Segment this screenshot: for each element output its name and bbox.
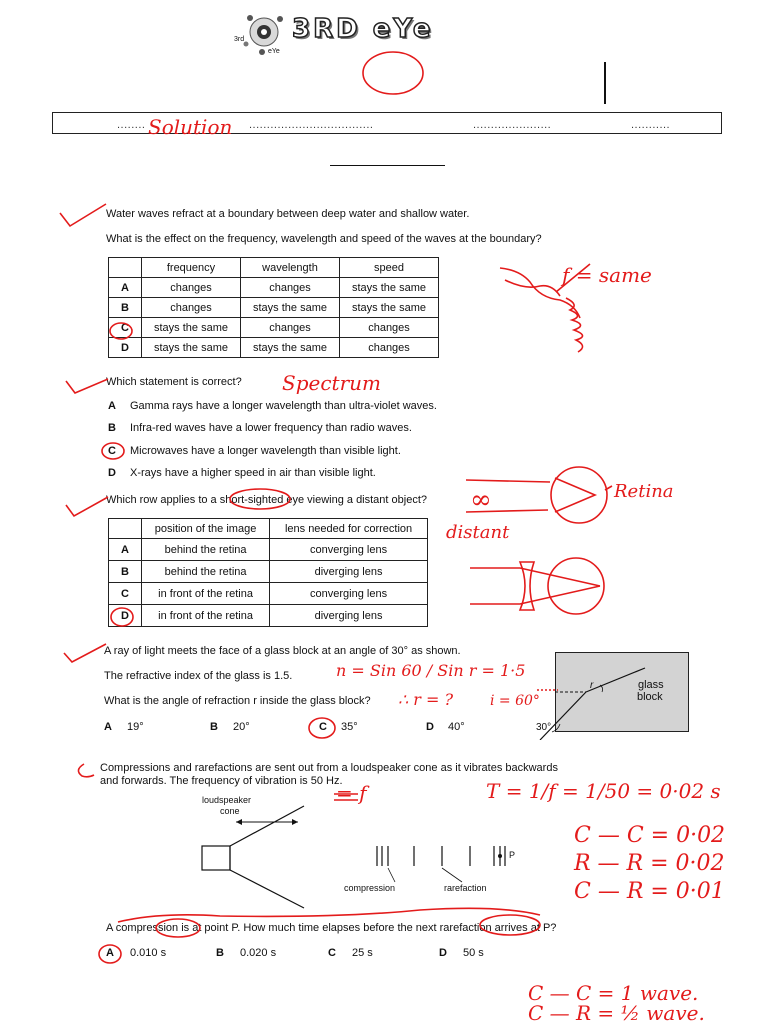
table-cell: changes	[241, 318, 340, 338]
annotation-solution: Solution	[148, 115, 233, 139]
q4-question: What is the angle of refraction r inside the glass block?	[104, 695, 371, 707]
label-block: block	[637, 691, 663, 703]
q4-line2: The refractive index of the glass is 1.5.	[104, 670, 293, 682]
annotation-retina: Retina	[614, 481, 674, 502]
q4-option-text: 40°	[448, 721, 465, 733]
q3-row-letter: C	[109, 583, 142, 605]
name-dots-4: ...........	[631, 119, 671, 131]
label-r: r	[590, 680, 594, 691]
logo-small-text-2: eYe	[268, 48, 280, 55]
q5-option-text: 50 s	[463, 947, 484, 959]
q4-option-letter: B	[210, 721, 218, 733]
table-cell: changes	[241, 278, 340, 298]
table-cell: changes	[340, 318, 439, 338]
annotation-cc: C — C = 0·02	[574, 823, 726, 848]
label-glass: glass	[638, 679, 664, 691]
q2-option-text: Microwaves have a longer wavelength than visible light.	[130, 445, 401, 457]
q5-stem-2: and forwards. The frequency of vibration is 50 Hz.	[100, 775, 343, 787]
q5-option-letter: B	[216, 947, 224, 959]
table-cell: behind the retina	[142, 561, 270, 583]
q1-header-cell: frequency	[142, 258, 241, 278]
q1-header-cell: wavelength	[241, 258, 340, 278]
annotation-f-same: f = same	[562, 263, 652, 287]
table-cell: changes	[340, 338, 439, 358]
table-cell: in front of the retina	[142, 583, 270, 605]
q1-row-letter: A	[109, 278, 142, 298]
table-cell: stays the same	[241, 298, 340, 318]
q5-option-letter: C	[328, 947, 336, 959]
annotation-rr: R — R = 0·02	[574, 851, 725, 876]
q1-row-letter: B	[109, 298, 142, 318]
annotation-spectrum: Spectrum	[282, 371, 381, 395]
q2-option-text: Infra-red waves have a lower frequency than radio waves.	[130, 422, 412, 434]
annotation-cc-wave: C — C = 1 wave.	[528, 981, 699, 1005]
annotation-distant: distant	[446, 522, 510, 543]
name-dots-1: ........	[117, 119, 146, 131]
label-rarefaction: rarefaction	[444, 883, 487, 893]
table-cell: changes	[142, 298, 241, 318]
q3-header-cell: position of the image	[142, 519, 270, 539]
label-p: P	[509, 850, 516, 860]
label-loudspeaker: loudspeaker	[202, 795, 252, 805]
q1-question: What is the effect on the frequency, wavelength and speed of the waves at the boundary?	[106, 233, 542, 245]
q4-option-letter: A	[104, 721, 112, 733]
annotation-period: T = 1/f = 1/50 = 0·02 s	[486, 779, 721, 803]
q5-option-text: 0.010 s	[130, 947, 167, 959]
q5-option-text: 0.020 s	[240, 947, 277, 959]
q5-option-letter: A	[106, 947, 114, 959]
table-cell: stays the same	[142, 338, 241, 358]
q2-option-letter: B	[108, 422, 116, 434]
table-cell: stays the same	[241, 338, 340, 358]
q4-stem: A ray of light meets the face of a glass block at an angle of 30° as shown.	[104, 645, 461, 657]
q1-header-cell: speed	[340, 258, 439, 278]
table-cell: diverging lens	[270, 605, 428, 627]
annotation-equals-f: = f	[336, 781, 367, 805]
q2-option-letter: D	[108, 467, 116, 479]
q5-option-text: 25 s	[352, 947, 373, 959]
q1-stem: Water waves refract at a boundary between deep water and shallow water.	[106, 208, 470, 220]
table-cell: diverging lens	[270, 561, 428, 583]
table-cell: converging lens	[270, 583, 428, 605]
q3-header-cell: lens needed for correction	[270, 519, 428, 539]
logo-small-text: 3rd	[234, 36, 245, 43]
q4-option-text: 19°	[127, 721, 144, 733]
q5-option-letter: D	[439, 947, 447, 959]
q5-question: A compression is at point P. How much time elapses before the next rarefaction arrives at P?	[106, 922, 557, 934]
table-cell: stays the same	[340, 278, 439, 298]
name-dots-3: ......................	[473, 119, 552, 131]
q2-option-text: Gamma rays have a longer wavelength than ultra-violet waves.	[130, 400, 437, 412]
q1-row-letter: D	[109, 338, 142, 358]
annotation-r-question: ∴ r = ?	[398, 690, 454, 709]
q4-option-letter: C	[319, 721, 327, 733]
q3-stem: Which row applies to a short-sighted eye viewing a distant object?	[106, 494, 428, 506]
q4-option-text: 35°	[341, 721, 358, 733]
annotation-cr-wave: C — R = ½ wave.	[528, 1001, 705, 1024]
q3-row-letter: B	[109, 561, 142, 583]
annotation-cr: C — R = 0·01	[574, 879, 725, 904]
annotation-infinity: ∞	[470, 485, 492, 515]
table-cell: stays the same	[340, 298, 439, 318]
table-cell: changes	[142, 278, 241, 298]
label-compression: compression	[344, 883, 396, 893]
table-cell: converging lens	[270, 539, 428, 561]
table-cell: behind the retina	[142, 539, 270, 561]
annotation-i60: i = 60°	[490, 693, 540, 709]
q2-option-letter: A	[108, 400, 116, 412]
table-cell: stays the same	[142, 318, 241, 338]
q2-option-letter: C	[108, 445, 116, 457]
q2-option-text: X-rays have a higher speed in air than visible light.	[130, 467, 376, 479]
q5-stem-1: Compressions and rarefactions are sent out from a loudspeaker cone as it vibrates backwards	[100, 762, 558, 774]
q3-row-letter: A	[109, 539, 142, 561]
table-cell: in front of the retina	[142, 605, 270, 627]
q4-option-letter: D	[426, 721, 434, 733]
label-cone: cone	[220, 806, 240, 816]
label-30: 30°	[536, 722, 552, 733]
annotation-snell: n = Sin 60 / Sin r = 1·5	[336, 661, 526, 680]
q2-stem: Which statement is correct?	[106, 376, 242, 388]
q1-row-letter: C	[109, 318, 142, 338]
logo-title: 3RD eYe	[292, 14, 434, 44]
q3-row-letter: D	[109, 605, 142, 627]
q4-option-text: 20°	[233, 721, 250, 733]
name-dots-2: ...................................	[249, 119, 374, 131]
